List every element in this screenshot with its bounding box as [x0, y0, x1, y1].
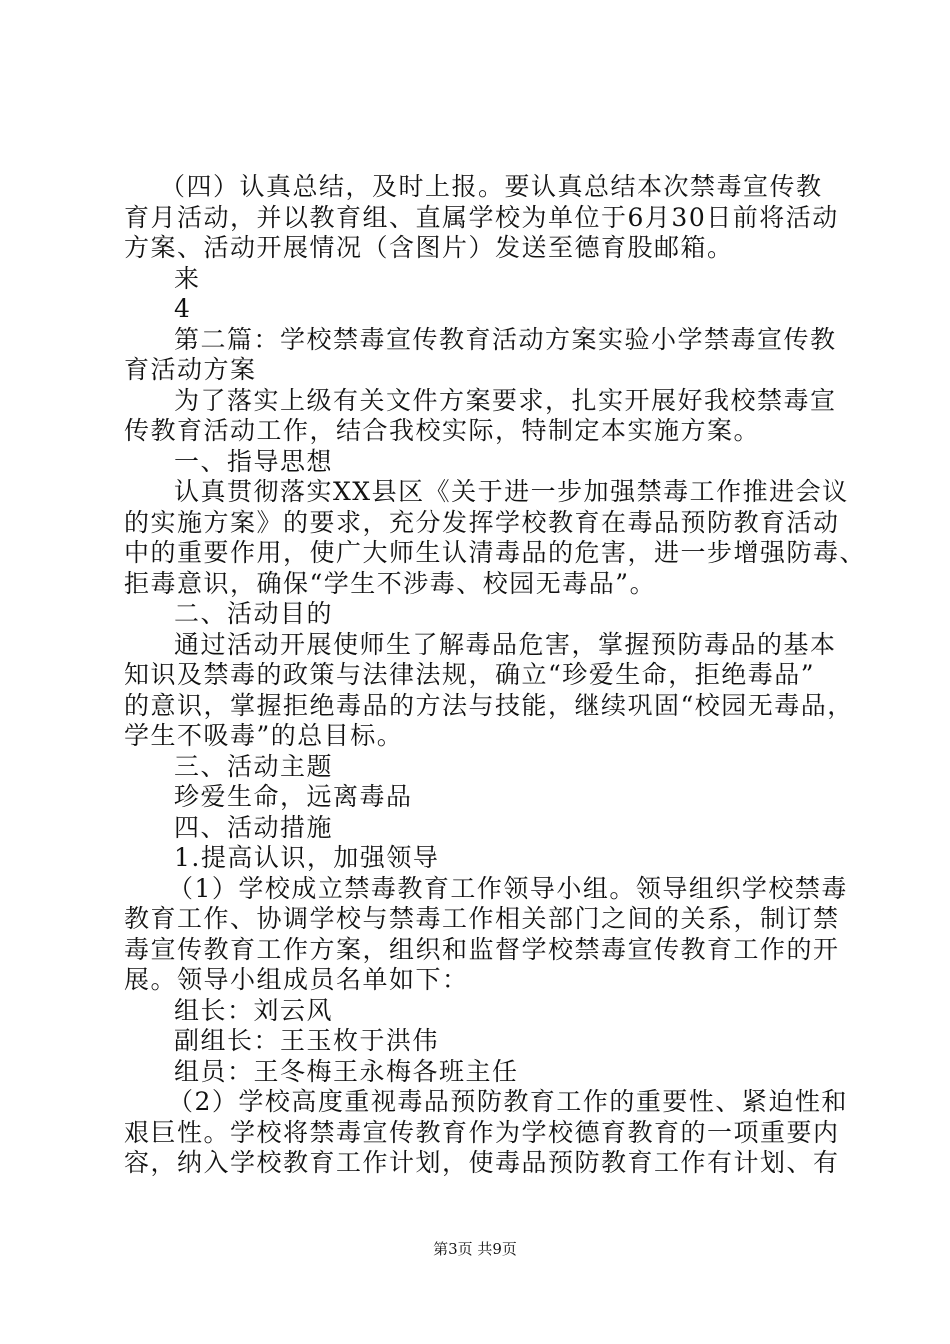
paragraph-line: 知识及禁毒的政策与法律法规，确立“珍爱生命，拒绝毒品” — [124, 660, 816, 689]
paragraph-line: （1）学校成立禁毒教育工作领导小组。领导组织学校禁毒 — [168, 873, 848, 903]
subheading-line: 四、活动措施 — [174, 812, 334, 842]
paragraph-line: 毒宣传教育工作方案，组织和监督学校禁毒宣传教育工作的开 — [124, 934, 840, 964]
paragraph-line: 1.提高认识，加强领导 — [174, 843, 440, 872]
paragraph-line: 组员：王冬梅王永梅各班主任 — [174, 1056, 519, 1086]
paragraph-line: 方案、活动开展情况（含图片）发送至德育股邮箱。 — [124, 233, 734, 262]
paragraph-line: 展。领导小组成员名单如下： — [124, 965, 469, 994]
paragraph-line: 传教育活动工作，结合我校实际，特制定本实施方案。 — [124, 416, 761, 445]
paragraph-line: 珍爱生命，远离毒品 — [174, 782, 413, 811]
paragraph-line: 副组长：王玉枚于洪伟 — [174, 1026, 440, 1055]
document-body — [124, 172, 867, 1179]
paragraph-line: 来 — [174, 263, 201, 293]
paragraph-line: 育月活动，并以教育组、直属学校为单位于6月30日前将活动 — [124, 202, 839, 232]
paragraph-line: 教育工作、协调学校与禁毒工作相关部门之间的关系，制订禁 — [124, 904, 840, 933]
paragraph-line: 组长：刘云风 — [174, 995, 334, 1025]
paragraph-line: 学生不吸毒”的总目标。 — [124, 721, 404, 750]
paragraph-line: 拒毒意识，确保“学生不涉毒、校园无毒品”。 — [124, 568, 657, 598]
paragraph-line: 艰巨性。学校将禁毒宣传教育作为学校德育教育的一项重要内 — [124, 1117, 840, 1147]
paragraph-line: （四）认真总结，及时上报。要认真总结本次禁毒宣传教 — [160, 172, 823, 201]
paragraph-line: 中的重要作用，使广大师生认清毒品的危害，进一步增强防毒、 — [124, 538, 867, 567]
paragraph-line: 为了落实上级有关文件方案要求，扎实开展好我校禁毒宣 — [174, 385, 837, 415]
section-heading-line: 育活动方案 — [124, 355, 257, 384]
paragraph-line: 的实施方案》的要求，充分发挥学校教育在毒品预防教育活动 — [124, 507, 840, 537]
paragraph-line: （2）学校高度重视毒品预防教育工作的重要性、紧迫性和 — [168, 1087, 848, 1116]
page-number-footer: 第3页 共9页 — [433, 1240, 517, 1258]
paragraph-line: 容，纳入学校教育工作计划，使毒品预防教育工作有计划、有 — [124, 1148, 840, 1177]
subheading-line: 二、活动目的 — [174, 599, 334, 628]
section-heading-line: 第二篇：学校禁毒宣传教育活动方案实验小学禁毒宣传教 — [174, 324, 837, 354]
subheading-line: 三、活动主题 — [174, 751, 334, 781]
paragraph-line: 4 — [174, 294, 192, 323]
subheading-line: 一、指导思想 — [174, 446, 334, 476]
paragraph-line: 通过活动开展使师生了解毒品危害，掌握预防毒品的基本 — [174, 629, 837, 659]
paragraph-line: 认真贯彻落实XX县区《关于进一步加强禁毒工作推进会议 — [174, 477, 849, 506]
paragraph-line: 的意识，掌握拒绝毒品的方法与技能，继续巩固“校园无毒品， — [124, 690, 854, 720]
